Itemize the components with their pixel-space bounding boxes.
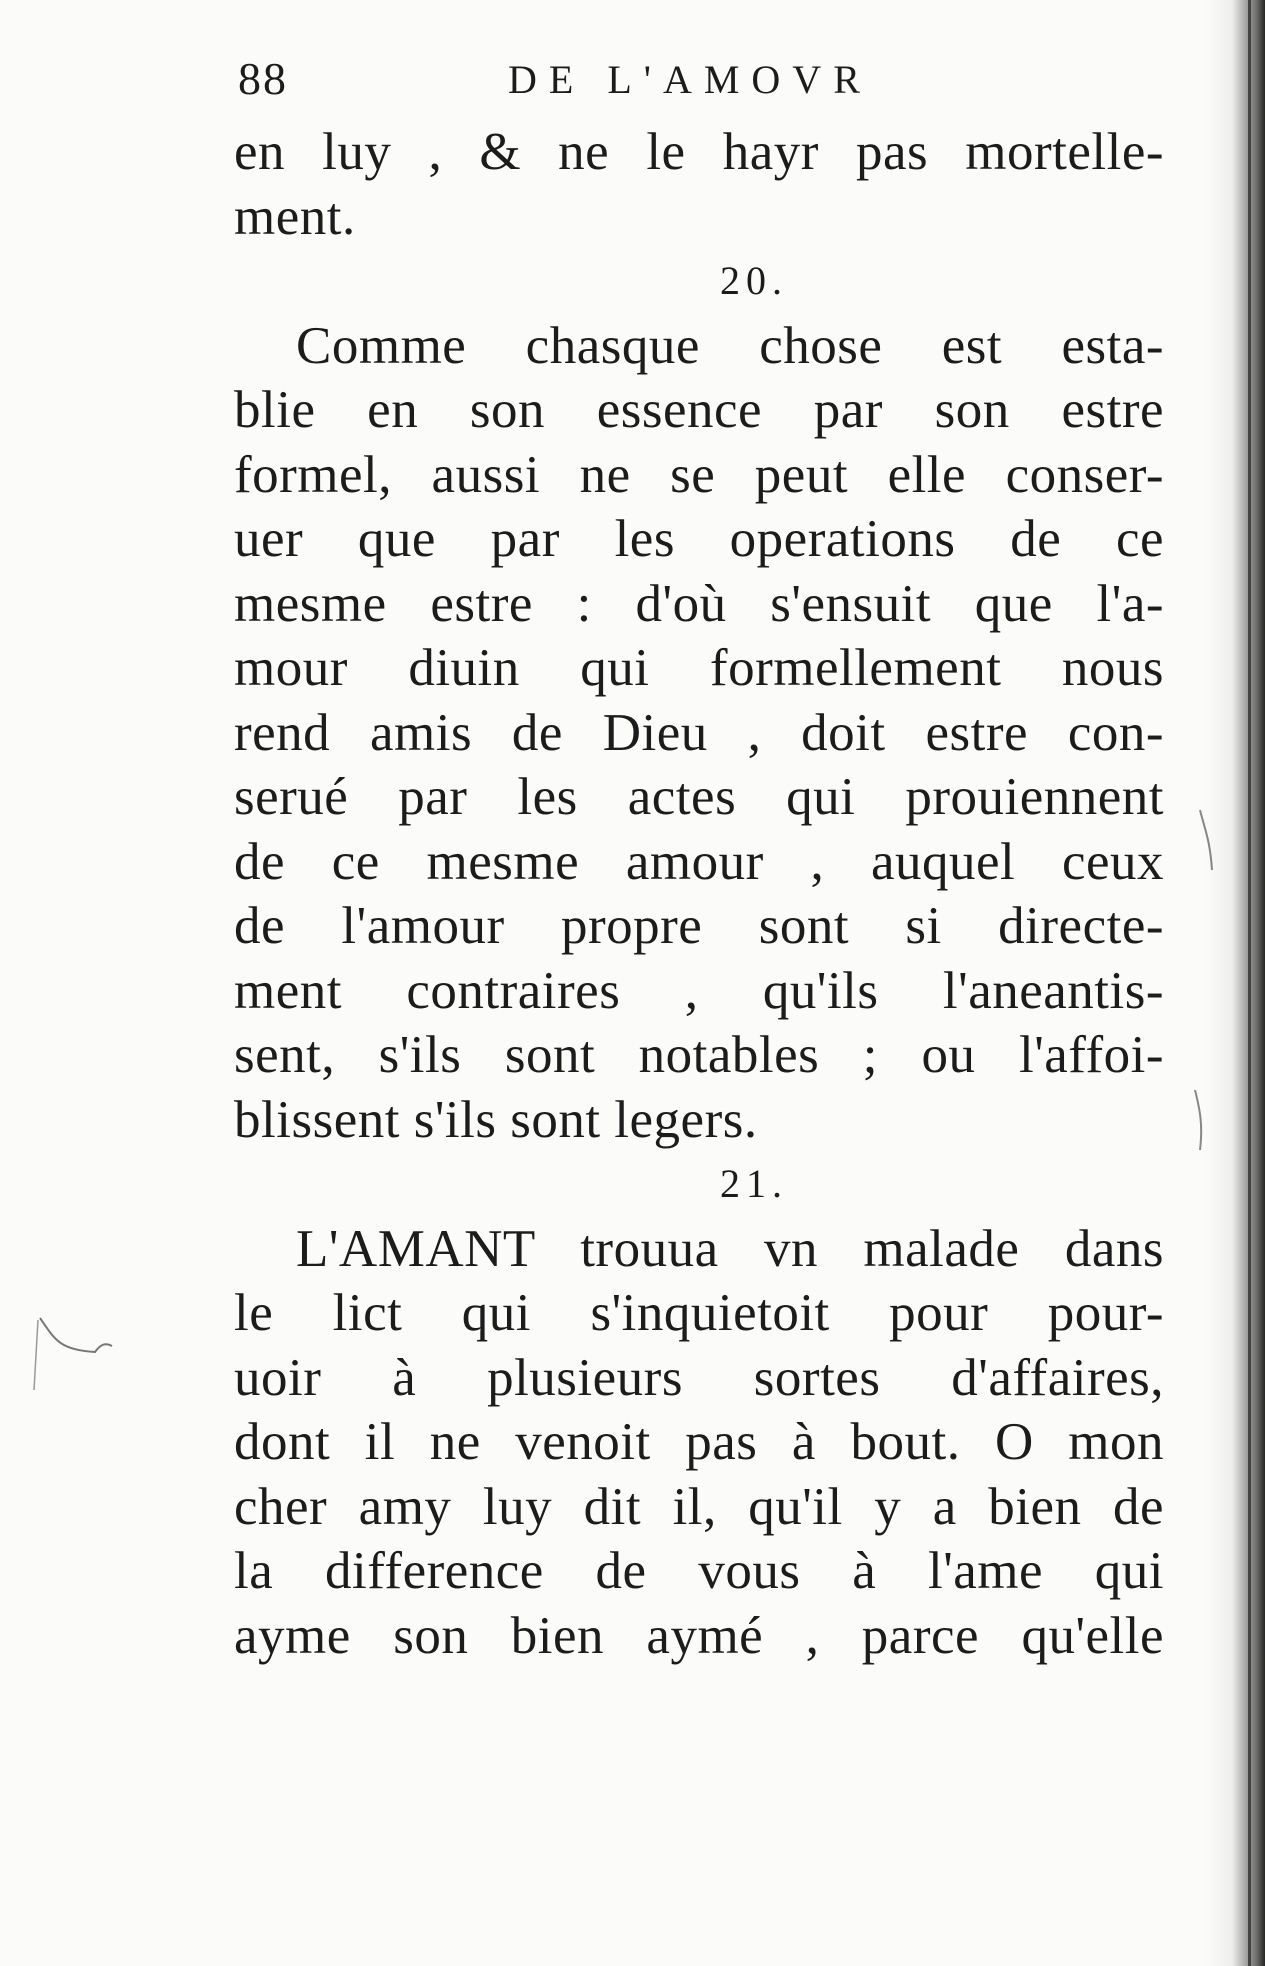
page-number: 88 [238,53,288,104]
text-line: ayme son bien aymé , parce qu'elle [234,1606,1164,1665]
text-line: serué par les actes qui prouiennent [234,768,1164,826]
section-number: 20. [720,258,788,303]
binding-shadow [1205,0,1265,1966]
text-line: blissent s'ils sont legers. [234,1090,758,1149]
text-line: blie en son essence par son estre [234,381,1164,439]
text-line: rend amis de Dieu , doit estre con- [234,703,1164,762]
text-line: mour diuin qui formellement nous [234,639,1164,697]
pencil-stroke-left-lower [34,1320,38,1390]
text-line: uer que par les operations de ce [234,510,1164,568]
text-line: sent, s'ils sont notables ; ou l'affoi- [234,1026,1164,1084]
pencil-stroke-right-lower [1195,1090,1201,1150]
text-line: ment contraires , qu'ils l'aneantis- [234,961,1164,1020]
text-line: formel, aussi ne se peut elle conser- [234,445,1164,504]
text-line: cher amy luy dit il, qu'il y a bien de [234,1477,1164,1536]
text-line: mesme estre : d'où s'ensuit que l'a- [234,574,1164,633]
running-head [238,52,998,112]
body-text [234,120,1164,1668]
pencil-stroke-left [40,1318,112,1352]
text-line: ment. [234,187,356,246]
text-line: Comme chasque chose est esta- [296,316,1164,375]
text-line: uoir à plusieurs sortes d'affaires, [234,1348,1164,1407]
text-line: en luy , & ne le hayr pas mortelle- [234,123,1164,181]
section-number: 21. [720,1161,788,1206]
text-line: la difference de vous à l'ame qui [234,1542,1164,1600]
running-title: DE L'AMOVR [508,57,872,102]
text-line: de ce mesme amour , auquel ceux [234,832,1164,891]
text-line: dont il ne venoit pas à bout. O mon [234,1413,1164,1471]
text-line: L'AMANT trouua vn malade dans [296,1219,1164,1278]
text-line: le lict qui s'inquietoit pour pour- [234,1284,1164,1342]
binding-edge [1248,0,1251,1966]
text-line: de l'amour propre sont si directe- [234,897,1164,955]
